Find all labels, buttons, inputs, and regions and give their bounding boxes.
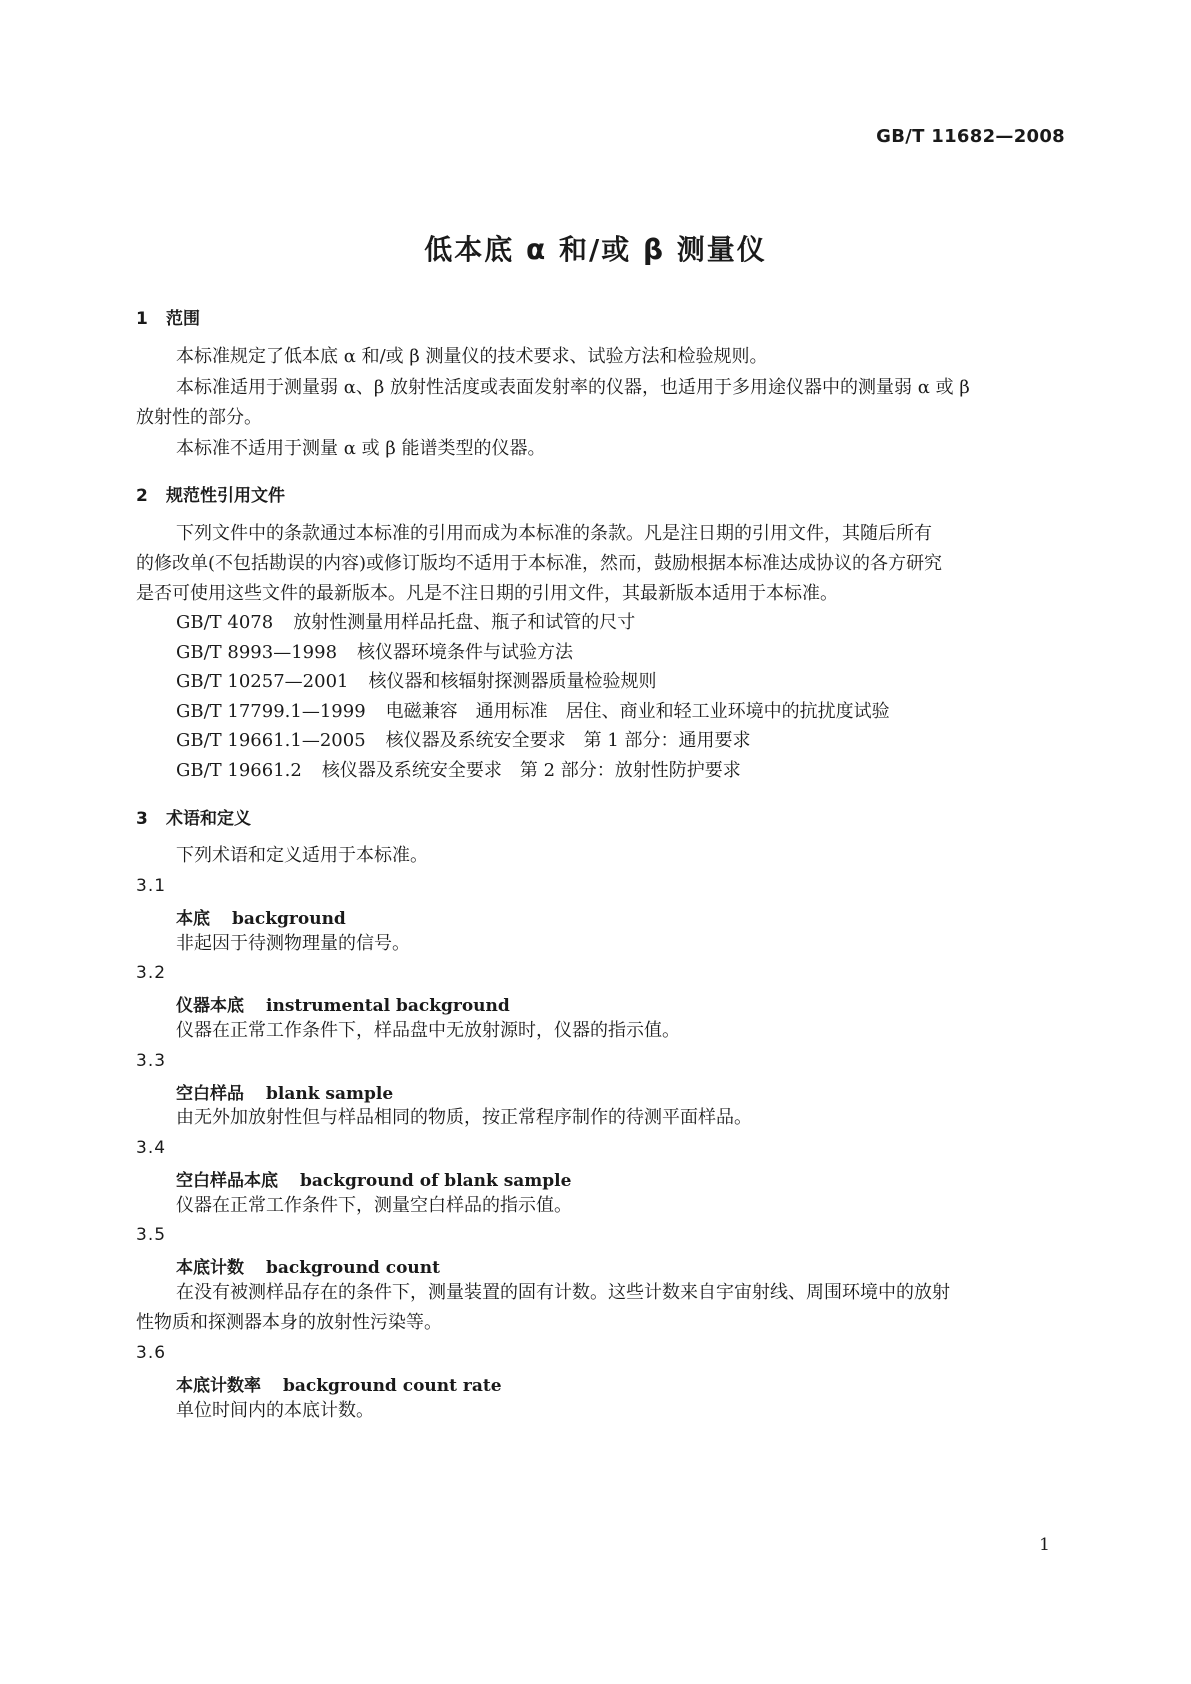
- term-name: [176, 991, 510, 1016]
- page-number: 1: [1039, 1535, 1050, 1555]
- reference-item: [176, 637, 573, 668]
- reference-item: [176, 607, 635, 638]
- term-zh: 本底: [176, 909, 210, 929]
- paragraph: 下列术语和定义适用于本标准。: [176, 845, 428, 866]
- paragraph-continuation: 是否可使用这些文件的最新版本。凡是不注日期的引用文件，其最新版本适用于本标准。: [136, 583, 838, 604]
- section-title: 术语和定义: [166, 809, 251, 829]
- term-name: [176, 1079, 393, 1104]
- term-en: background of blank sample: [300, 1171, 572, 1191]
- term-en: blank sample: [266, 1084, 394, 1104]
- reference-title: 核仪器及系统安全要求 第 1 部分：通用要求: [385, 730, 751, 751]
- term-number: 3.2: [136, 963, 167, 983]
- term-definition: 在没有被测样品存在的条件下，测量装置的固有计数。这些计数来自宇宙射线、周围环境中的放射: [176, 1282, 950, 1303]
- reference-code: GB/T 19661.1—2005: [176, 730, 366, 751]
- term-name: [176, 1253, 440, 1278]
- section-number: 1: [136, 309, 148, 329]
- reference-item: [176, 696, 890, 727]
- paragraph: 本标准适用于测量弱 α、β 放射性活度或表面发射率的仪器，也适用于多用途仪器中的测量弱 α 或 β: [176, 377, 970, 398]
- paragraph: 下列文件中的条款通过本标准的引用而成为本标准的条款。凡是注日期的引用文件，其随后所有: [176, 523, 932, 544]
- section-heading-3: [136, 804, 251, 829]
- term-definition: 由无外加放射性但与样品相同的物质，按正常程序制作的待测平面样品。: [176, 1107, 752, 1128]
- reference-item: [176, 725, 751, 756]
- term-en: background: [232, 909, 346, 929]
- paragraph: 本标准规定了低本底 α 和/或 β 测量仪的技术要求、试验方法和检验规则。: [176, 346, 768, 367]
- reference-item: [176, 755, 741, 786]
- reference-code: GB/T 19661.2: [176, 760, 302, 781]
- reference-code: GB/T 4078: [176, 612, 274, 633]
- paragraph-continuation: 的修改单(不包括勘误的内容)或修订版均不适用于本标准，然而，鼓励根据本标准达成协议的各方研究: [136, 553, 943, 574]
- term-number: 3.5: [136, 1225, 167, 1245]
- term-number: 3.1: [136, 876, 167, 896]
- term-number: 3.3: [136, 1051, 167, 1071]
- paragraph: 本标准不适用于测量 α 或 β 能谱类型的仪器。: [176, 438, 546, 459]
- term-en: instrumental background: [266, 996, 510, 1016]
- term-name: [176, 904, 346, 929]
- document-title: 低本底 α 和/或 β 测量仪: [424, 233, 767, 266]
- reference-code: GB/T 10257—2001: [176, 671, 349, 692]
- section-heading-1: [136, 304, 200, 329]
- term-name: [176, 1166, 571, 1191]
- reference-code: GB/T 8993—1998: [176, 642, 338, 663]
- term-definition: 仪器在正常工作条件下，测量空白样品的指示值。: [176, 1195, 572, 1216]
- reference-title: 核仪器和核辐射探测器质量检验规则: [368, 671, 657, 692]
- term-zh: 本底计数: [176, 1258, 244, 1278]
- reference-code: GB/T 17799.1—1999: [176, 701, 366, 722]
- term-definition-continuation: 性物质和探测器本身的放射性污染等。: [136, 1312, 442, 1333]
- section-title: 规范性引用文件: [166, 486, 285, 506]
- section-heading-2: [136, 481, 285, 506]
- term-number: 3.6: [136, 1343, 167, 1363]
- term-name: [176, 1371, 502, 1396]
- section-number: 2: [136, 486, 148, 506]
- paragraph-continuation: 放射性的部分。: [136, 407, 262, 428]
- reference-title: 电磁兼容 通用标准 居住、商业和轻工业环境中的抗扰度试验: [385, 701, 890, 722]
- term-zh: 空白样品本底: [176, 1171, 278, 1191]
- term-en: background count rate: [283, 1376, 502, 1396]
- section-title: 范围: [166, 309, 200, 329]
- term-definition: 非起因于待测物理量的信号。: [176, 933, 410, 954]
- reference-title: 放射性测量用样品托盘、瓶子和试管的尺寸: [293, 612, 636, 633]
- reference-title: 核仪器及系统安全要求 第 2 部分：放射性防护要求: [321, 760, 741, 781]
- term-definition: 单位时间内的本底计数。: [176, 1400, 374, 1421]
- reference-item: [176, 666, 656, 697]
- term-en: background count: [266, 1258, 441, 1278]
- term-number: 3.4: [136, 1138, 167, 1158]
- reference-title: 核仪器环境条件与试验方法: [357, 642, 574, 663]
- document-code: GB/T 11682—2008: [876, 126, 1065, 147]
- term-zh: 空白样品: [176, 1084, 244, 1104]
- term-zh: 仪器本底: [176, 996, 244, 1016]
- term-zh: 本底计数率: [176, 1376, 261, 1396]
- section-number: 3: [136, 809, 148, 829]
- term-definition: 仪器在正常工作条件下，样品盘中无放射源时，仪器的指示值。: [176, 1020, 680, 1041]
